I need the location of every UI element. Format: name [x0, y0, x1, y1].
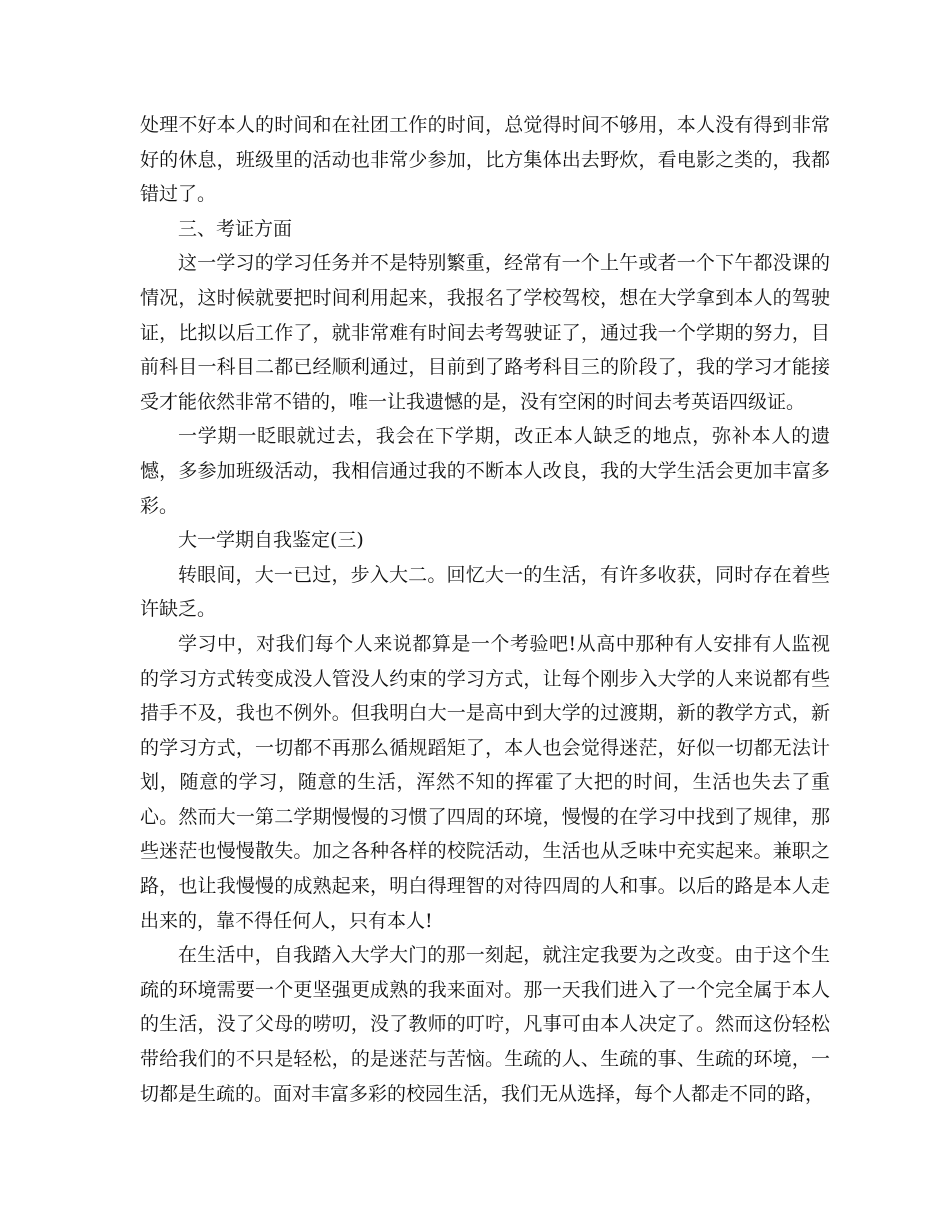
document-page [140, 108, 830, 1111]
paragraph-life: 在生活中，自我踏入大学大门的那一刻起，就注定我要为之改变。由于这个生疏的环境需要一个更坚强更成熟的我来面对。那一天我们进入了一个完全属于本人的生活，没了父母的唠叨，没了教师的叮咛，凡事可由本人决定了。然而这份轻松带给我们的不只是轻松，的是迷茫与苦恼。生疏的人、生疏的事、生疏的环境，一切都是生疏的。面对丰富多彩的校园生活，我们无从选择，每个人都走不同的路， [140, 944, 830, 1105]
paragraph-study: 学习中，对我们每个人来说都算是一个考验吧!从高中那种有人安排有人监视的学习方式转变成没人管没人约束的学习方式，让每个刚步入大学的人来说都有些措手不及，我也不例外。但我明白大一是高中到大学的过渡期，新的教学方式，新的学习方式，一切都不再那么循规蹈矩了，本人也会觉得迷茫，好似一切都无法计划，随意的学习，随意的生活，浑然不知的挥霍了大把的时间，生活也失去了重心。然而大一第二学期慢慢的习惯了四周的环境，慢慢的在学习中找到了规律，那些迷茫也慢慢散失。加之各种各样的校院活动，生活也从乏味中充实起来。兼职之路，也让我慢慢的成熟起来，明白得理智的对待四周的人和事。以后的路是本人走出来的，靠不得任何人，只有本人! [140, 632, 830, 932]
section-heading-self-assessment-3: 大一学期自我鉴定(三) [178, 529, 364, 552]
paragraph-continuation: 处理不好本人的时间和在社团工作的时间，总觉得时间不够用，本人没有得到非常好的休息，班级里的活动也非常少参加，比方集体出去野炊，看电影之类的，我都错过了。 [140, 114, 830, 206]
paragraph-intro: 转眼间，大一已过，步入大二。回忆大一的生活，有许多收获，同时存在着些许缺乏。 [140, 563, 830, 621]
paragraph-certificates: 这一学习的学习任务并不是特别繁重，经常有一个上午或者一个下午都没课的情况，这时候就要把时间利用起来，我报名了学校驾校，想在大学拿到本人的驾驶证，比拟以后工作了，就非常难有时间去考驾驶证了，通过我一个学期的努力，目前科目一科目二都已经顺利通过，目前到了路考科目三的阶段了，我的学习才能接受才能依然非常不错的，唯一让我遗憾的是，没有空闲的时间去考英语四级证。 [140, 252, 830, 413]
section-heading-certificates: 三、考证方面 [178, 217, 293, 240]
paragraph-summary: 一学期一眨眼就过去，我会在下学期，改正本人缺乏的地点，弥补本人的遗憾，多参加班级活动，我相信通过我的不断本人改良，我的大学生活会更加丰富多彩。 [140, 425, 830, 517]
